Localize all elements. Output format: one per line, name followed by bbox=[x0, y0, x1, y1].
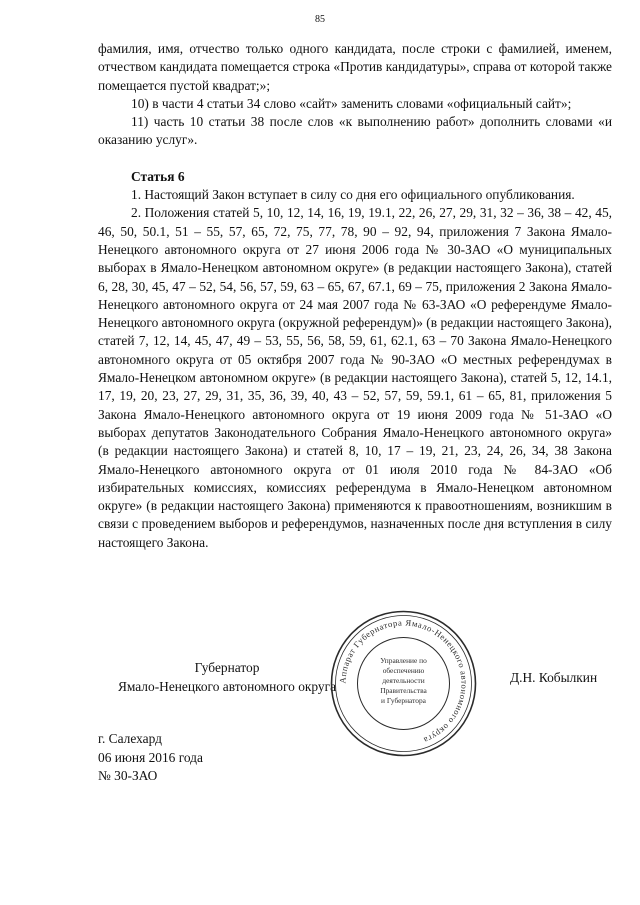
paragraph-continuation: фамилия, имя, отчество только одного кандидата, после строки с фамилией, именем, отчеством кандидата помещается строка «Против кандидатуры», справа от которой также помещается пустой квадрат;»; bbox=[98, 41, 612, 93]
seal-center-line: обеспечению bbox=[382, 666, 425, 675]
city: г. Салехард bbox=[98, 731, 162, 746]
law-date: 06 июня 2016 года bbox=[98, 749, 203, 765]
paragraph-item-11: 11) часть 10 статьи 38 после слов «к выполнению работ» дополнить словами «и оказанию услуг». bbox=[98, 114, 612, 148]
law-number: № 30-ЗАО bbox=[98, 768, 158, 783]
document-body bbox=[98, 40, 612, 552]
article-clause-1: 1. Настоящий Закон вступает в силу со дня его официального опубликования. bbox=[131, 187, 575, 203]
signatory-title-line-1: Губернатор bbox=[194, 660, 260, 675]
page-number: 85 bbox=[315, 14, 325, 25]
seal-center-line: Правительства bbox=[380, 686, 427, 695]
article-heading: Статья 6 bbox=[131, 168, 185, 184]
article-clause-2: 2. Положения статей 5, 10, 12, 14, 16, 19, 19.1, 22, 26, 27, 29, 31, 32 – 36, 38 – 42, 45, 46, 50, 50.1, 51 – 55, 57, 65, 72, 75, 77, 78, 90 – 92, 94, приложения 7 Закона Ямало-Ненецкого автономного округа от 27 июня 2006 года № 30-ЗАО «О муниципальных выборах в Ямало-Ненецком автономном округе» (в редакции настоящего Закона), статей 6, 28, 30, 45, 47 – 52, 54, 56, 57, 59, 63 – 65, 67, 67.1, 69 – 75, приложения 2 Закона Ямало-Ненецкого автономного округа от 24 мая 2007 года № 63-ЗАО «О референдуме Ямало-Ненецкого автономного округа (окружной референдум)» (в редакции настоящего Закона), статей 7, 12, 14, 45, 47, 49 – 53, 55, 56, 58, 59, 61, 62.1, 63 – 70 Закона Ямало-Ненецкого автономного округа от 05 октября 2007 года № 90-ЗАО «О местных референдумах в Ямало-Ненецком автономном округе» (в редакции настоящего Закона), статей 5, 12, 14.1, 17, 19, 20, 23, 27, 29, 31, 35, 36, 39, 40, 43 – 52, 57, 59, 59.1, 61 – 65, 81, приложения 5 Закона Ямало-Ненецкого автономного округа от 19 июня 2009 года № 51-ЗАО «О выборах депутатов Законодательного Собрания Ямало-Ненецкого автономного округа» (в редакции настоящего Закона) и статей 8, 10, 17 – 19, 21, 23, 24, 26, 34, 38 Закона Ямало-Ненецкого автономного округа от 01 июля 2010 года № 84-ЗАО «Об избирательных комиссиях, комиссиях референдума в Ямало-Ненецком автономном округе» (в редакции настоящего Закона) применяются к правоотношениям, возникшим в связи с проведением выборов и референдумов, назначенных после дня вступления в силу настоящего Закона. bbox=[98, 205, 612, 550]
signatory-name: Д.Н. Кобылкин bbox=[510, 670, 598, 685]
official-seal-stamp bbox=[326, 606, 481, 761]
seal-ring-text: Аппарат Губернатора Ямало-Ненецкого автономного округа bbox=[337, 617, 470, 746]
paragraph-item-10: 10) в части 4 статьи 34 слово «сайт» заменить словами «официальный сайт»; bbox=[131, 95, 572, 111]
signatory-title bbox=[98, 658, 356, 696]
signatory-title-line-2: Ямало-Ненецкого автономного округа bbox=[117, 679, 337, 694]
place-date-block bbox=[98, 730, 203, 786]
seal-center-line: Управление по bbox=[380, 656, 427, 665]
seal-center-line: деятельности bbox=[382, 676, 425, 685]
seal-center-line: и Губернатора bbox=[381, 696, 426, 705]
